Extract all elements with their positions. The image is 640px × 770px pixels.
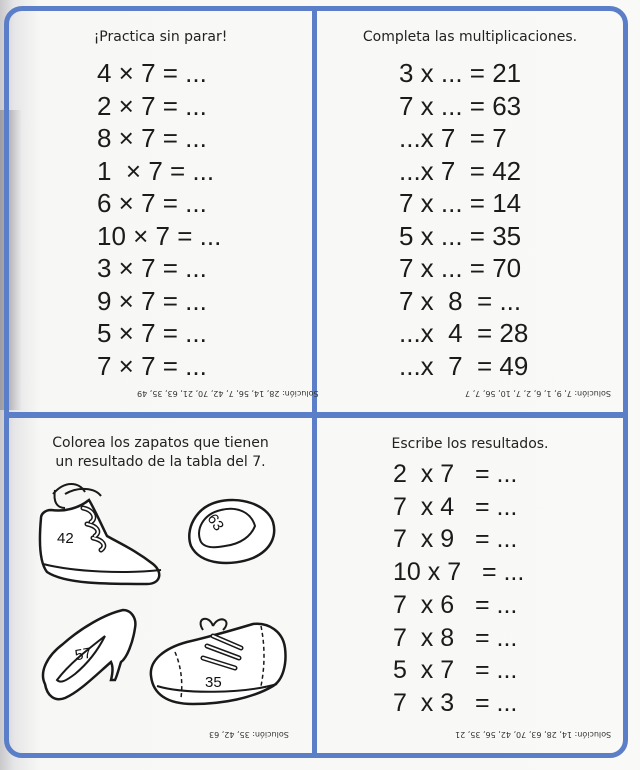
equation: 5 x ... = 35 — [399, 220, 522, 251]
panel-practice — [9, 11, 319, 412]
equation: 7 x 3 = ... — [393, 688, 518, 717]
equation: 8 × 7 = ... — [97, 123, 207, 153]
shoe-number: 42 — [57, 530, 74, 547]
equation: 7 x 8 = ... — [399, 285, 522, 316]
equation: 7 x 4 = ... — [393, 492, 518, 521]
equation: 7 x 9 = ... — [393, 525, 518, 554]
equation: 6 × 7 = ... — [97, 188, 207, 218]
heel-shoe-57[interactable] — [35, 606, 147, 710]
panel-title: Escribe los resultados. — [391, 436, 549, 452]
equation: ...x 7 = 7 — [399, 123, 507, 153]
panel-title: ¡Practica sin parar! — [93, 29, 228, 45]
equation-list — [399, 57, 528, 382]
slipper-icon — [181, 496, 281, 572]
sneaker-shoe-42[interactable] — [35, 480, 165, 590]
equation: 2 × 7 = ... — [97, 90, 207, 121]
shoe-number: 35 — [205, 674, 222, 691]
equation: ...x 7 = 49 — [399, 350, 529, 381]
equation: 7 × 7 = ... — [97, 350, 207, 381]
equation: 7 x ... = 14 — [399, 188, 522, 218]
solution-text: Solución: 14, 28, 63, 70, 42, 56, 35, 21 — [455, 730, 612, 739]
equation-list — [97, 57, 221, 382]
slipper-shoe-63[interactable] — [181, 496, 281, 572]
equation: 7 x ... = 70 — [399, 253, 522, 283]
equation: 10 × 7 = ... — [97, 220, 222, 251]
equation: 9 × 7 = ... — [97, 285, 207, 316]
panel-title — [9, 434, 312, 472]
equation-list — [393, 458, 524, 720]
shoe-number: 63 — [203, 510, 228, 535]
equation: 3 x ... = 21 — [399, 58, 522, 88]
panel-title: Completa las multiplicaciones. — [362, 29, 578, 45]
equation: 7 x ... = 63 — [399, 90, 522, 121]
panel-write-results — [317, 418, 623, 753]
solution-text: Solución: 28, 14, 56, 7, 42, 70, 21, 63, 35, 49 — [137, 389, 319, 398]
title-line: Colorea los zapatos que tienen — [52, 435, 269, 451]
equation: ...x 7 = 42 — [399, 155, 522, 186]
equation: 4 × 7 = ... — [97, 58, 207, 88]
equation: 2 x 7 = ... — [393, 460, 518, 488]
solution-text: Solución: 35, 42, 63 — [209, 730, 289, 739]
equation: 7 x 8 = ... — [393, 623, 518, 652]
shoe-number: 57 — [73, 644, 94, 665]
equation: 7 x 6 = ... — [393, 590, 518, 619]
equation: 10 x 7 = ... — [393, 558, 525, 587]
sneaker-shoe-35[interactable] — [143, 616, 293, 712]
sneaker-icon — [143, 616, 293, 712]
panel-color-shoes — [9, 418, 312, 753]
equation: ...x 4 = 28 — [399, 318, 529, 348]
sneaker-icon — [35, 480, 165, 590]
equation: 1 × 7 = ... — [97, 155, 215, 186]
title-line: un resultado de la tabla del 7. — [55, 454, 266, 470]
solution-text: Solución: 7, 9, 1, 6, 2, 7, 10, 56, 7, 7 — [465, 389, 611, 398]
equation: 5 x 7 = ... — [393, 656, 518, 685]
equation: 5 × 7 = ... — [97, 318, 207, 348]
panel-complete — [317, 11, 623, 412]
equation: 3 × 7 = ... — [97, 253, 207, 283]
